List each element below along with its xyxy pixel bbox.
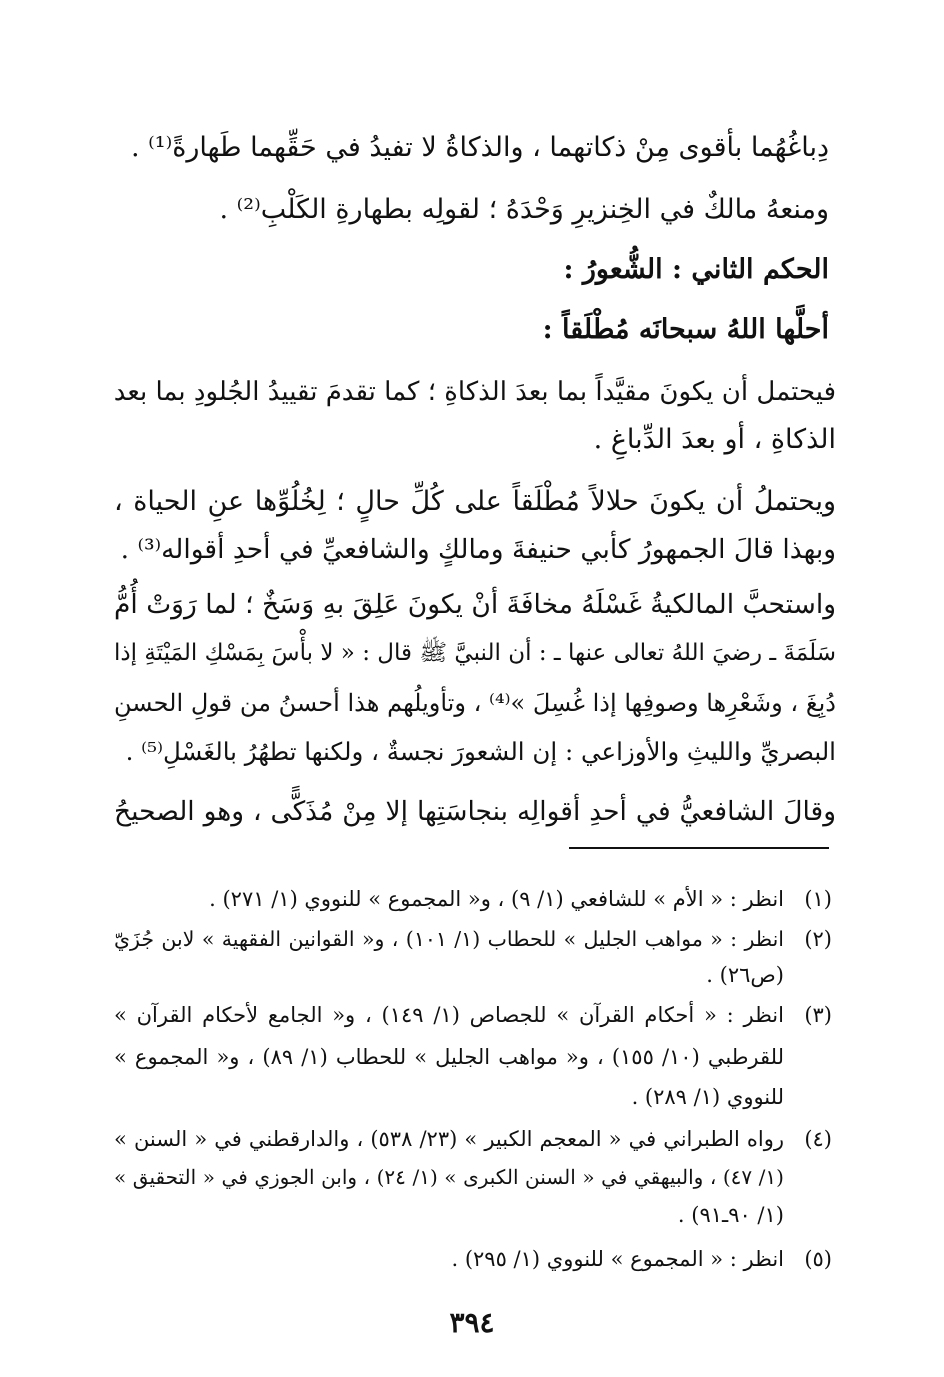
footnote-5-line-1: انظر : « المجموع » للنووي (١/ ٢٩٥) . — [451, 1247, 784, 1271]
footnote-4-line-3: (١/ ٩٠ـ٩١) . — [677, 1203, 784, 1227]
footnote-separator — [569, 847, 829, 849]
body-line-13: وقالَ الشافعيُّ في أحدِ أقوالِه بنجاسَتِها إلا مِنْ مُذَكًّى ، وهو الصحيحُ — [114, 796, 836, 827]
section-heading: الحكم الثاني : الشُّعورُ : — [563, 254, 829, 285]
body-line-2: ومنعهُ مالكٌ في الخِنزيرِ وَحْدَهُ ؛ لقولِه بطهارةِ الكَلْبِ⁽²⁾ . — [219, 194, 829, 225]
footnote-4-line-2: (١/ ٤٧) ، والبيهقي في « السنن الكبرى » (١/ ٢٤) ، وابن الجوزي في « التحقيق » — [114, 1165, 784, 1189]
footnote-3-line-2: للقرطبي (١٠/ ١٥٥) ، و« مواهب الجليل » للحطاب (١/ ٨٩) ، و« المجموع » — [114, 1045, 784, 1069]
body-line-10: سَلَمَةَ ـ رضيَ اللهُ تعالى عنها ـ : أن النبيَّ ﷺ قال : « لا بأْسَ بِمَسْكِ المَيْتَةِ إذا — [114, 640, 836, 666]
subheading: أحلَّها اللهُ سبحانَه مُطْلَقاً : — [542, 314, 829, 345]
footnote-number-3: (٣) — [804, 1003, 832, 1027]
footnote-2-line-1: انظر : « مواهب الجليل » للحطاب (١/ ١٠١) ، و« القوانين الفقهية » لابن جُزَيّ — [114, 927, 784, 951]
body-line-8: وبهذا قالَ الجمهورُ كأبي حنيفةَ ومالكٍ والشافعيِّ في أحدِ أقواله⁽³⁾ . — [120, 534, 836, 565]
page-number: ٣٩٤ — [449, 1306, 495, 1339]
footnote-1-line-1: انظر : « الأم » للشافعي (١/ ٩) ، و« المجموع » للنووي (١/ ٢٧١) . — [209, 887, 784, 911]
footnote-3-line-3: للنووي (١/ ٢٨٩) . — [631, 1085, 784, 1109]
body-line-6: الذكاةِ ، أو بعدَ الدِّباغِ . — [593, 424, 836, 455]
body-line-9: واستحبَّ المالكيةُ غَسْلَهُ مخافَةَ أنْ يكونَ عَلِقَ بهِ وَسَخٌ ؛ لما رَوَتْ أُمُّ — [114, 589, 836, 620]
body-line-5: فيحتمل أن يكونَ مقيَّداً بما بعدَ الذكاةِ ؛ كما تقدمَ تقييدُ الجُلودِ بما بعد — [113, 377, 836, 407]
footnote-2-line-2: (ص٢٦) . — [706, 963, 784, 987]
body-line-11: دُبِغَ ، وشَعْرِها وصوفِها إذا غُسِلَ »⁽⁴⁾ ، وتأويلُهم هذا أحسنُ من قولِ الحسنِ — [114, 689, 836, 717]
footnote-number-5: (٥) — [804, 1247, 832, 1271]
footnote-number-2: (٢) — [804, 927, 832, 951]
body-line-12: البصريِّ والليثِ والأوزاعي : إن الشعورَ نجسةٌ ، ولكنها تطهُرُ بالغَسْلِ⁽⁵⁾ . — [125, 737, 836, 766]
body-line-7: ويحتملُ أن يكونَ حلالاً مُطْلَقاً على كُلِّ حالٍ ؛ لِخُلُوِّها عنِ الحياة ، — [114, 486, 836, 517]
footnote-number-4: (٤) — [804, 1127, 832, 1151]
body-line-1: دِباغُهُما بأقوى مِنْ ذكاتهما ، والذكاةُ لا تفيدُ في حَقِّهما طَهارةً⁽¹⁾ . — [130, 132, 829, 163]
footnote-4-line-1: رواه الطبراني في « المعجم الكبير » (٢٣/ ٥٣٨) ، والدارقطني في « السنن » — [114, 1127, 784, 1151]
footnote-3-line-1: انظر : « أحكام القرآن » للجصاص (١/ ١٤٩) ، و« الجامع لأحكام القرآن » — [114, 1003, 784, 1027]
footnote-number-1: (١) — [804, 887, 832, 911]
